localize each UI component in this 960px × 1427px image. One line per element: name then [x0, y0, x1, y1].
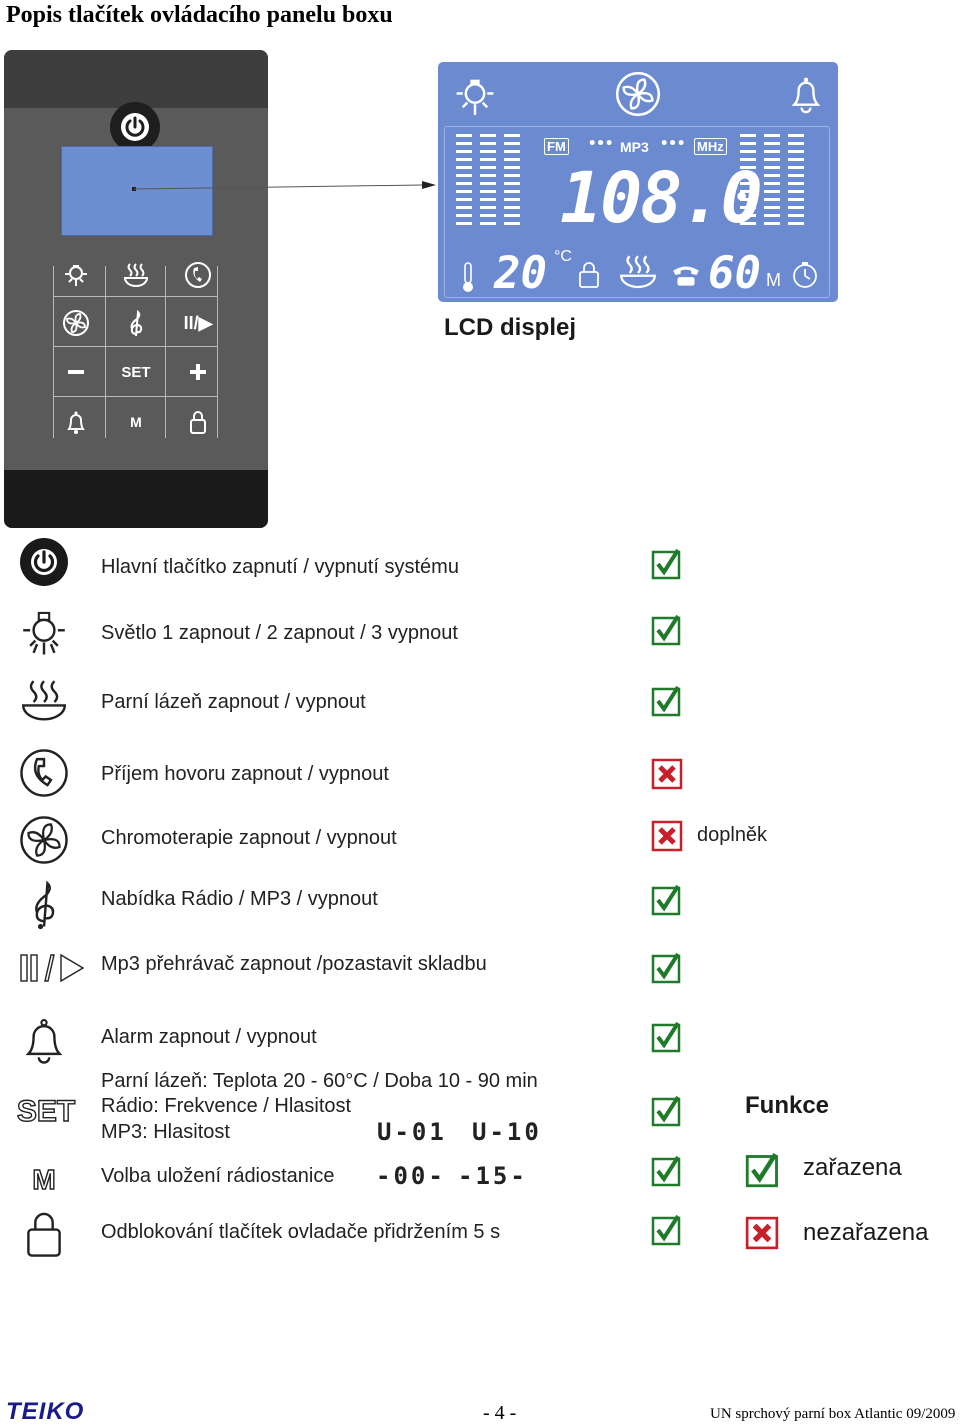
row-set	[14, 1084, 78, 1140]
steam-bowl-icon	[121, 260, 151, 290]
fan-icon	[614, 70, 662, 118]
m-icon: M	[32, 1164, 56, 1195]
telephone-icon	[670, 262, 702, 288]
check-mark	[651, 1155, 683, 1187]
bell-icon	[18, 1014, 70, 1066]
lcd-temp-unit: °C	[554, 248, 572, 265]
check-mark	[651, 614, 683, 646]
row-power	[14, 534, 74, 590]
check-icon	[651, 614, 683, 646]
check-mark	[651, 548, 683, 580]
row-text-set-3: MP3: Hlasitost	[101, 1121, 230, 1143]
control-panel	[4, 50, 268, 528]
power-icon	[18, 536, 70, 588]
row-text-light: Světlo 1 zapnout / 2 zapnout / 3 vypnout	[101, 622, 458, 644]
cross-mark	[651, 758, 683, 790]
fan-icon	[61, 308, 91, 338]
bell-icon	[784, 70, 828, 116]
lcd-dots-right: •••	[660, 136, 686, 152]
panel-fan-button[interactable]	[48, 303, 104, 343]
panel-pause-play-button[interactable]: II/▶	[183, 312, 213, 333]
row-text-set-2: Rádio: Frekvence / Hlasitost	[101, 1095, 352, 1117]
row-light	[14, 604, 74, 660]
m-code-1: -00-	[376, 1162, 446, 1190]
panel-set-button[interactable]: SET	[121, 363, 151, 381]
lcd-mp3-tag: MP3	[620, 139, 649, 155]
lock-icon	[574, 256, 604, 292]
check-icon	[651, 1155, 683, 1187]
check-icon	[651, 685, 683, 717]
power-button[interactable]	[110, 102, 160, 152]
chromotherapy-note: doplněk	[697, 824, 768, 846]
set-code-2: U-10	[472, 1118, 542, 1146]
check-mark	[651, 1214, 683, 1246]
equalizer-left	[456, 134, 536, 234]
row-steam	[14, 674, 74, 730]
legend-included: zařazena	[803, 1154, 902, 1181]
legend-cross	[745, 1216, 779, 1250]
row-text-station: Volba uložení rádiostanice	[101, 1165, 335, 1187]
pause-play-icon	[17, 951, 87, 985]
panel-steam-button[interactable]	[108, 255, 164, 295]
check-icon	[651, 548, 683, 580]
row-text-power: Hlavní tlačítko zapnutí / vypnutí systému	[101, 556, 459, 578]
lcd-minutes-unit: M	[766, 270, 781, 290]
cross-icon	[745, 1216, 779, 1250]
legend-title: Funkce	[745, 1092, 830, 1119]
row-music	[14, 876, 74, 932]
page-title: Popis tlačítek ovládacího panelu boxu	[6, 2, 393, 28]
panel-minus-button[interactable]	[48, 352, 104, 392]
light-bulb-icon	[452, 72, 498, 118]
lcd-fm-tag: FM	[544, 138, 569, 155]
row-text-alarm: Alarm zapnout / vypnout	[101, 1026, 317, 1048]
check-icon	[651, 1095, 683, 1127]
check-icon	[651, 952, 683, 984]
thermometer-icon	[458, 260, 478, 294]
row-text-phone: Příjem hovoru zapnout / vypnout	[101, 763, 389, 785]
check-mark	[651, 952, 683, 984]
document-info: UN sprchový parní box Atlantic 09/2009	[710, 1406, 956, 1422]
row-lock	[14, 1205, 74, 1261]
check-icon	[745, 1152, 781, 1188]
panel-alarm-button[interactable]	[48, 402, 104, 442]
check-mark	[651, 884, 683, 916]
lcd-dots-left: •••	[588, 136, 614, 152]
panel-phone-button[interactable]	[170, 255, 226, 295]
cross-icon	[651, 758, 683, 790]
row-text-mp3: Mp3 přehrávač zapnout /pozastavit skladbu	[101, 953, 487, 975]
lcd-caption: LCD displej	[444, 314, 577, 341]
steam-bowl-icon	[614, 252, 662, 294]
row-pause-play	[14, 940, 90, 996]
page-number: - 4 -	[483, 1402, 517, 1424]
check-icon	[651, 884, 683, 916]
lcd-display	[438, 62, 838, 302]
row-text-radio: Nabídka Rádio / MP3 / vypnout	[101, 888, 378, 910]
check-icon	[651, 1021, 683, 1053]
minus-icon	[61, 357, 91, 387]
row-alarm	[14, 1012, 74, 1068]
lock-icon	[18, 1207, 70, 1259]
panel-lock-button[interactable]	[170, 402, 226, 442]
lcd-minutes: 60	[708, 248, 761, 299]
lcd-frequency: 108.0	[560, 157, 761, 239]
timer-icon	[790, 260, 820, 290]
legend-not-included: nezařazena	[803, 1219, 929, 1246]
steam-bowl-icon	[18, 676, 70, 728]
set-code-1: U-01	[377, 1118, 447, 1146]
row-m	[14, 1152, 74, 1208]
row-text-unlock: Odblokování tlačítek ovladače přidržením 5 s	[101, 1221, 501, 1243]
row-text-steam: Parní lázeň zapnout / vypnout	[101, 691, 366, 713]
panel-m-button[interactable]: M	[130, 414, 142, 430]
bell-icon	[61, 407, 91, 437]
phone-icon	[183, 260, 213, 290]
row-text-set-1: Parní lázeň: Teplota 20 - 60°C / Doba 10 - 90 min	[101, 1070, 538, 1092]
light-bulb-icon	[61, 260, 91, 290]
teiko-logo: TEIKO	[6, 1398, 85, 1425]
check-mark	[651, 1021, 683, 1053]
panel-plus-button[interactable]	[170, 352, 226, 392]
fan-icon	[18, 814, 70, 866]
lcd-mhz-tag: MHz	[694, 138, 727, 155]
set-icon: SET	[16, 1095, 76, 1128]
treble-clef-icon	[18, 878, 70, 930]
row-text-chromotherapy: Chromoterapie zapnout / vypnout	[101, 827, 397, 849]
row-phone	[14, 745, 74, 801]
panel-music-button[interactable]	[108, 303, 164, 343]
treble-clef-icon	[121, 308, 151, 338]
check-mark	[651, 1095, 683, 1127]
m-code-2: -15-	[458, 1162, 528, 1190]
lcd-temperature: 20	[494, 248, 547, 299]
panel-bottom	[4, 470, 268, 528]
pointer-arrow	[130, 178, 440, 198]
panel-light-button[interactable]	[48, 255, 104, 295]
panel-top	[4, 50, 268, 108]
lock-icon	[183, 407, 213, 437]
check-icon	[651, 1214, 683, 1246]
check-mark	[651, 685, 683, 717]
cross-icon	[651, 820, 683, 852]
cross-mark	[651, 820, 683, 852]
light-bulb-icon	[18, 606, 70, 658]
power-icon	[119, 111, 151, 143]
phone-icon	[18, 747, 70, 799]
row-fan	[14, 812, 74, 868]
legend-check	[745, 1152, 781, 1188]
plus-icon	[183, 357, 213, 387]
